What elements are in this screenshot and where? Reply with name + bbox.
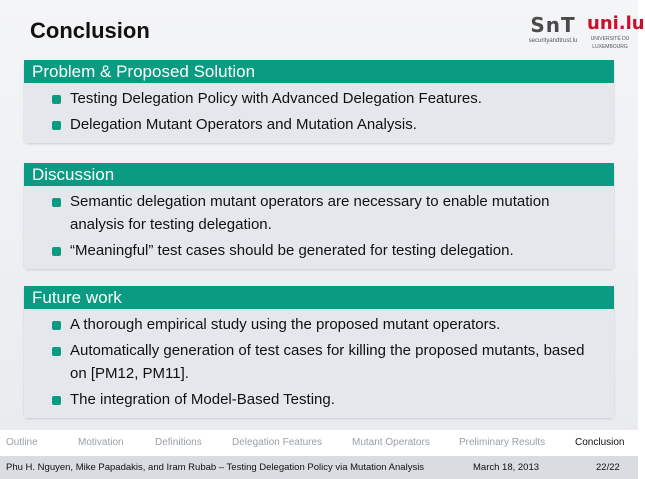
bullet-text: Testing Delegation Policy with Advanced Delegation Features. — [70, 90, 482, 107]
nav-preliminary-results[interactable]: Preliminary Results — [459, 437, 546, 448]
footer-date: March 18, 2013 — [473, 462, 540, 473]
nav-motivation[interactable]: Motivation — [78, 437, 124, 448]
block-body — [24, 186, 614, 269]
nav-conclusion[interactable]: Conclusion — [575, 437, 625, 448]
block-discussion — [24, 163, 614, 269]
block-body — [24, 83, 614, 143]
bullet-marker — [52, 321, 61, 330]
slide-footer — [0, 456, 638, 479]
section-navigation — [0, 430, 638, 456]
bullet-item — [52, 113, 604, 136]
uni-lu-logo-line1: UNIVERSITÉ DU — [590, 36, 630, 42]
uni-lu-logo — [587, 13, 645, 58]
bullet-item — [52, 87, 604, 110]
uni-lu-logo-mark: uni.lu — [587, 13, 645, 34]
bullet-marker — [52, 121, 61, 130]
bullet-item — [52, 339, 604, 385]
nav-mutant-operators[interactable]: Mutant Operators — [352, 437, 430, 448]
bullet-item — [52, 190, 604, 236]
bullet-marker — [52, 198, 61, 207]
footer-page-number: 22/22 — [596, 462, 620, 473]
snt-logo-url: securityandtrust.lu — [528, 38, 578, 44]
bullet-item — [52, 313, 604, 336]
bullet-marker — [52, 247, 61, 256]
bullet-text: Automatically generation of test cases for killing the proposed mutants, based on [PM12, PM11]. — [70, 342, 585, 382]
bullet-text: Semantic delegation mutant operators are necessary to enable mutation analysis for testing delegation. — [70, 193, 550, 233]
snt-logo-mark: SnT — [530, 13, 576, 37]
bullet-item — [52, 388, 604, 411]
bullet-text: The integration of Model-Based Testing. — [70, 391, 335, 408]
bullet-marker — [52, 95, 61, 104]
slide-title: Conclusion — [30, 18, 150, 43]
footer-authors: Phu H. Nguyen, Mike Papadakis, and Iram Rubab – Testing Delegation Policy via Mutation Analysis — [6, 462, 425, 473]
nav-delegation-features[interactable]: Delegation Features — [232, 437, 323, 448]
block-title: Discussion — [24, 163, 614, 186]
bullet-marker — [52, 347, 61, 356]
block-problem-solution — [24, 60, 614, 143]
block-title: Future work — [24, 286, 614, 309]
block-future-work — [24, 286, 614, 418]
uni-lu-logo-line2: LUXEMBOURG — [592, 44, 628, 50]
nav-definitions[interactable]: Definitions — [155, 437, 202, 448]
bullet-text: Delegation Mutant Operators and Mutation Analysis. — [70, 116, 417, 133]
bullet-text: A thorough empirical study using the proposed mutant operators. — [70, 316, 501, 333]
snt-logo — [527, 14, 579, 54]
bullet-marker — [52, 396, 61, 405]
block-title: Problem & Proposed Solution — [24, 60, 614, 83]
block-body — [24, 309, 614, 418]
nav-outline[interactable]: Outline — [6, 437, 38, 448]
bullet-item — [52, 239, 604, 262]
bullet-text: “Meaningful” test cases should be generated for testing delegation. — [70, 242, 514, 259]
